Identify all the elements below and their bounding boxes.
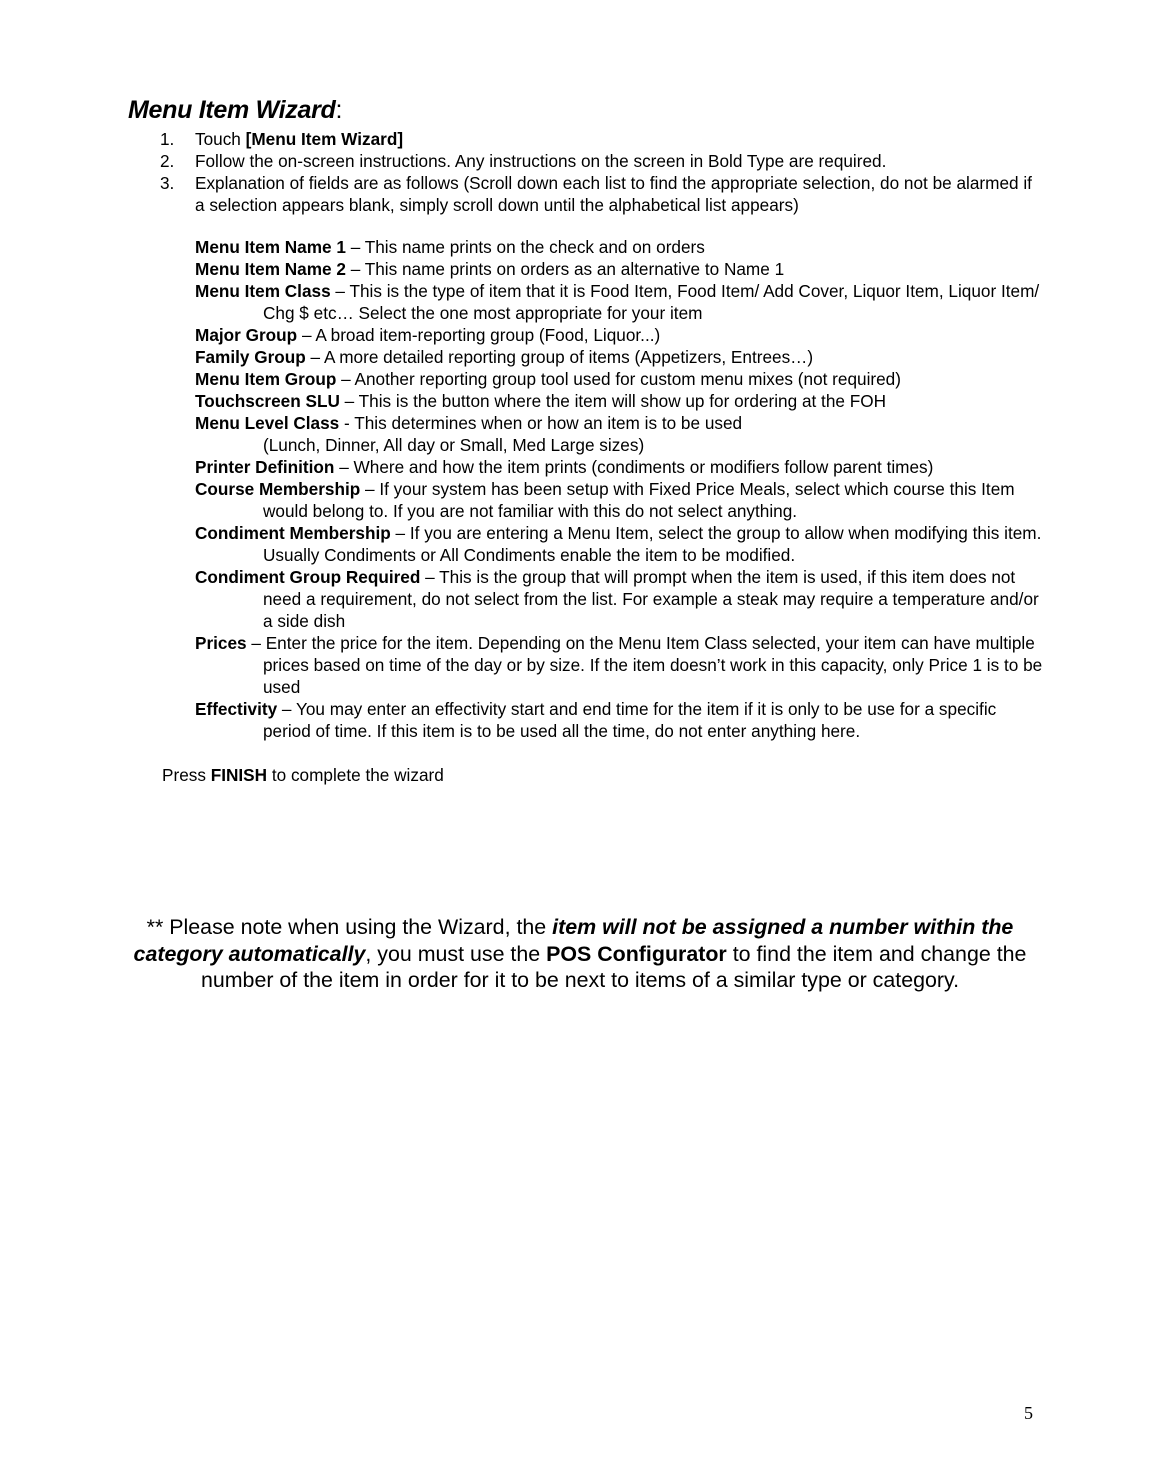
- field-term: Touchscreen SLU: [195, 391, 340, 411]
- field-term: Menu Level Class: [195, 413, 340, 433]
- field-description: This determines when or how an item is to be used: [354, 413, 743, 433]
- field-description: A more detailed reporting group of items (Appetizers, Entrees…): [323, 347, 814, 367]
- field-definitions: [195, 236, 1045, 742]
- field-term: Menu Item Name 1: [195, 237, 346, 257]
- field-description: You may enter an effectivity start and end time for the item if it is only to be use for a specific period of time. If this item is to be used all the time, do not enter anything here.: [263, 699, 997, 741]
- field-description: This is the button where the item will show up for ordering at the FOH: [358, 391, 886, 411]
- page-number: 5: [1024, 1403, 1033, 1423]
- field-description: This is the group that will prompt when the item is used, if this item does not need a requirement, do not select from the list. For example a steak may require a temperature and/or a side dish: [263, 567, 1039, 631]
- field-term: Family Group: [195, 347, 306, 367]
- step-number: 1.: [160, 129, 175, 149]
- step-number: 2.: [160, 151, 175, 171]
- field-description: Another reporting group tool used for custom menu mixes (not required): [354, 369, 901, 389]
- step-number: 3.: [160, 173, 175, 193]
- field-description: Enter the price for the item. Depending on the Menu Item Class selected, your item can have multiple prices based on time of the day or by size. If the item doesn’t work in this capacity, only Price 1 is to be used: [263, 633, 1043, 697]
- step-text: Follow the on-screen instructions. Any instructions on the screen in Bold Type are required.: [195, 151, 887, 171]
- field-item: Prices – Enter the price for the item. Depending on the Menu Item Class selected, your item can have multiple prices based on time of the day or by size. If the item doesn’t work in this capacity, only Price 1 is to be used: [195, 633, 1043, 697]
- wizard-note: ** Please note when using the Wizard, the item will not be assigned a number within the category automatically, you must use the POS Configurator to find the item and change the number of the item in order for it to be next to items of a similar type or category.: [133, 915, 1027, 992]
- pos-configurator-label: POS Configurator: [546, 941, 727, 966]
- step-item: [160, 150, 1040, 172]
- note-emphasis: item will not be assigned a number within the category automatically: [133, 915, 1014, 966]
- field-item: Menu Level Class - This determines when or how an item is to be used (Lunch, Dinner, All day or Small, Med Large sizes): [195, 413, 743, 455]
- field-item: Family Group – A more detailed reporting group of items (Appetizers, Entrees…): [195, 347, 814, 367]
- field-description: This name prints on orders as an alternative to Name 1: [364, 259, 785, 279]
- field-term: Printer Definition: [195, 457, 335, 477]
- field-item: Major Group – A broad item-reporting group (Food, Liquor...): [195, 325, 661, 345]
- step-bold-text: [Menu Item Wizard]: [245, 129, 404, 149]
- field-item: Menu Item Group – Another reporting group tool used for custom menu mixes (not required): [195, 369, 901, 389]
- field-item: Effectivity – You may enter an effectivity start and end time for the item if it is only to be use for a specific period of time. If this item is to be used all the time, do not enter anything here.: [195, 699, 997, 741]
- field-description: If you are entering a Menu Item, select the group to allow when modifying this item. Usually Condiments or All Condiments enable the item to be modified.: [263, 523, 1042, 565]
- step-item: [160, 128, 1040, 150]
- field-item: Condiment Membership – If you are entering a Menu Item, select the group to allow when modifying this item. Usually Condiments or All Condiments enable the item to be modified.: [195, 523, 1042, 565]
- field-description: A broad item-reporting group (Food, Liquor...): [315, 325, 661, 345]
- field-term: Menu Item Class: [195, 281, 331, 301]
- field-item: Menu Item Name 1 – This name prints on the check and on orders: [195, 237, 705, 257]
- title-colon: :: [335, 96, 343, 124]
- field-term: Menu Item Name 2: [195, 259, 346, 279]
- field-term: Major Group: [195, 325, 298, 345]
- field-description: If your system has been setup with Fixed Price Meals, select which course this Item would belong to. If you are not familiar with this do not select anything.: [263, 479, 1015, 521]
- field-term: Menu Item Group: [195, 369, 337, 389]
- field-description: This is the type of item that it is Food Item, Food Item/ Add Cover, Liquor Item, Liquor Item/ Chg $ etc… Select the one most appropriate for your item: [263, 281, 1040, 323]
- finish-instruction: Press FINISH to complete the wizard: [162, 765, 444, 785]
- field-item: Printer Definition – Where and how the item prints (condiments or modifiers follow parent times): [195, 457, 934, 477]
- field-item: Touchscreen SLU – This is the button where the item will show up for ordering at the FOH: [195, 391, 886, 411]
- field-term: Prices: [195, 633, 247, 653]
- field-term: Condiment Group Required: [195, 567, 421, 587]
- field-item: Condiment Group Required – This is the group that will prompt when the item is used, if this item does not need a requirement, do not select from the list. For example a steak may require a temperature and/or a side dish: [195, 567, 1039, 631]
- field-term: Condiment Membership: [195, 523, 391, 543]
- title-text: Menu Item Wizard: [128, 96, 336, 124]
- field-description: Where and how the item prints (condiments or modifiers follow parent times): [353, 457, 934, 477]
- step-text: Touch: [195, 129, 246, 149]
- steps-list: [160, 128, 1040, 216]
- field-description: This name prints on the check and on orders: [364, 237, 705, 257]
- page-title: [128, 96, 342, 125]
- step-item: [160, 172, 1040, 216]
- field-term: Effectivity: [195, 699, 278, 719]
- step-text: Explanation of fields are as follows (Scroll down each list to find the appropriate selection, do not be alarmed if a selection appears blank, simply scroll down until the alphabetical list appears): [195, 173, 1032, 215]
- field-item: Menu Item Class – This is the type of item that it is Food Item, Food Item/ Add Cover, Liquor Item, Liquor Item/ Chg $ etc… Select the one most appropriate for your item: [195, 281, 1040, 323]
- field-item: Menu Item Name 2 – This name prints on orders as an alternative to Name 1: [195, 259, 785, 279]
- field-term: Course Membership: [195, 479, 361, 499]
- field-description-continued: (Lunch, Dinner, All day or Small, Med Large sizes): [263, 435, 645, 455]
- field-item: Course Membership – If your system has been setup with Fixed Price Meals, select which course this Item would belong to. If you are not familiar with this do not select anything.: [195, 479, 1015, 521]
- finish-keyword: FINISH: [210, 765, 268, 785]
